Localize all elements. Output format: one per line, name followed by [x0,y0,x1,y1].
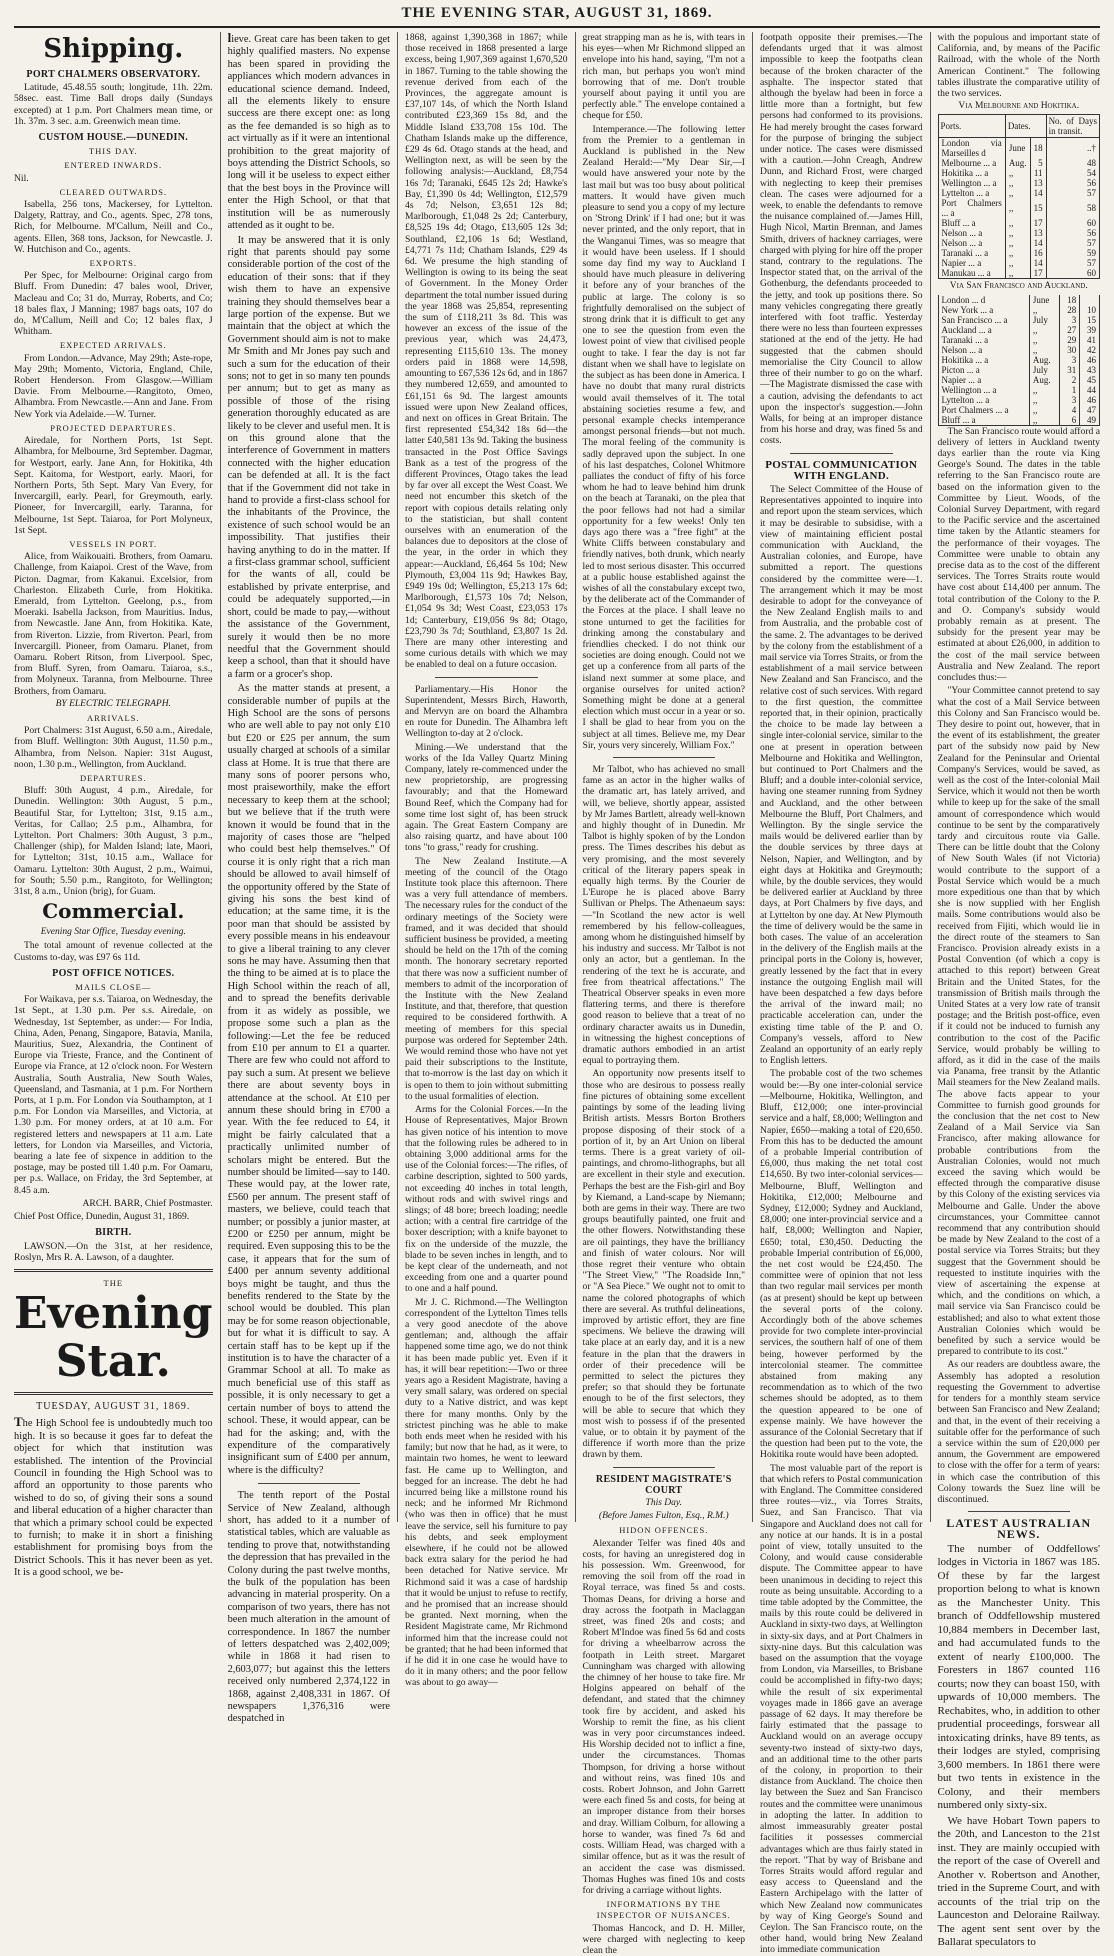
divider [258,1483,360,1484]
postal-heading: POSTAL COMMUNICATION WITH ENGLAND. [765,458,918,482]
divider [968,1511,1070,1512]
commercial-office: Evening Star Office, Tuesday evening. [40,927,186,938]
table-row [938,248,1099,258]
table-cell: 60 [1046,268,1099,279]
table-cell: Nelson ... a [938,228,1005,238]
post-text: For Waikava, per s.s. Taiaroa, on Wednesday, the 1st Sept., at 1.30 p.m. Per s.s. Airedale, on Wednesday, 1st September, as under:— For India, China, Aden, Penang, Singapore, Batavia, Manila, Mauritius, Suez, Alexandria, the Continent of Europe via Trieste, France, and the Continent of Europe via France, at 12 o'clock noon. For Western Australia, South Australia, New South Wales, Queensland, and Tasmania, at 1 p.m. For Northern Ports, at 1 p.m. For London via Southampton, at 1 p.m. For London via Marseilles, and Victoria, at 1.30 p.m. For money orders, at at 10 a.m. For registered letters and newspapers at 11 a.m. Late letters, for London via Marseilles, and Victoria, bearing a late fee of sixpence in addition to the postage, may be posted till 1.40 p.m. For Oamaru, per p.s. Wallace, on Friday, the 3rd September, at 8.45 a.m. [14,994,213,1196]
table-cell: Napier ... a [938,375,1029,385]
article-paragraph: footpath opposite their premises.—The defendants urged that it was almost impossible to keep the footpaths clean because of the broken character of the asphalte. The inspector stated that although the byelaw had been in force a little more than a fortnight, but few persons had conformed to its provisions. He had merely brought the cases forward for the purpose of bringing the subject under notice. The cases were dismissed with a caution.—John Creagh, Andrew Dunn, and Richard Frost, were charged with neglecting to keep their premises clean. The cases were adjourned for a week, to enable the defendants to remove the nuisance complained of.—James Hill, Hugh Nicol, Martin Brennan, and James Smith, drivers of hackney carriages, were charged with plying for hire off the proper stand, contrary to the regulations. The Inspector stated that, on the arrival of the Gothenburg, the defendants proceeded to the jetty, and took up positions there. So many vehicles congregating there greatly interfered with foot traffic. Yesterday there were no less than fourteen expresses stationed at the end of the jetty. He had suggested that the cabmen should memorialise the City Council to allow three of their number to go on the wharf.—The Magistrate dismissed the case with a caution, advising the defendants to act upon the inspector's suggestion.—John Walls, for being at an improper distance from his horse and dray, was fined 5s and costs. [760,32,923,447]
table-cell: Manukau ... a [938,268,1005,279]
article-paragraph: The most valuable part of the report is that which refers to Postal communication with England. The Committee considered three routes—viz., via Torres Straits, Suez, and San Francisco. That via Singapore and Auckland does not call for any notice at our hands. It is in a postal point of view, totally unsuited to the Colony, and would cause considerable dispute. The Committee appear to have been unanimous in deciding to reject this route as being unsuitable. According to a time table adopted by the Committee, the mails by this route could be delivered in Auckland in sixty-two days, at Wellington in sixty-six days, and at Port Chalmers in sixty-nine days. But this calculation was based on the assumption that the voyage from London, via Marseilles, to Brisbane could be accomplished in fifty-two days; while the result of six experimental voyages made in 1866 gave an average passage of 62 days. It may therefore be fairly estimated that the passage to Auckland would on an average occupy seventy-two instead of sixty-two days, and an additional time to the other parts of the colony, in proportion to their distance from Auckland. The choice then lay between the Suez and San Francisco routes and the committee were unanimous in adopting the latter. In addition to almost immeasurably greater postal facilities it possesses commercial advantages which are thus fairly stated in the report. "That by way of Brisbane and Torres Straits would afford regular and easy access to Queensland and the Eastern Archipelago with the latter of which New Zealand now communicates by way of King George's Sound and Ceylon. The San Francisco route, on the other hand, would bring New Zealand into immediate communication [760,1462,923,1956]
table-row [938,258,1099,268]
vessels-in-port-label: VESSELS IN PORT. [69,538,158,549]
table-cell: 30 [1060,345,1080,355]
table-row [938,305,1099,315]
table-cell: 57 [1046,238,1099,248]
table-cell: ,, [1005,218,1030,228]
table-cell: June [1005,138,1030,159]
table-cell: Aug. [1005,158,1030,168]
table-row [938,315,1099,325]
post-signature-place: Chief Post Office, Dunedin, August 31, 1869. [14,1211,190,1223]
table-row [938,345,1099,355]
table-row [938,415,1099,426]
table-row [938,325,1099,335]
page-masthead: THE EVENING STAR, AUGUST 31, 1869. [14,0,1100,28]
table-cell: July [1029,315,1060,325]
table-cell: 46 [1080,355,1100,365]
article-paragraph: The tenth report of the Postal Service of New Zealand, although short, has added to it a number of statistical tables, which are valuable as tending to prove that, notwithstanding the depression that has prevailed in the Colony during the past twelve months, the bulk of the population has been advancing in material prosperity. On a comparison of two years, there has not been much alteration in the amount of correspondence. In 1867 the number of letters despatched was 2,402,009; while in 1868 it had risen to 2,603,077; but against this the letters received only numbered 2,374,122 in 1868, against 2,408,331 in 1867. Of newspapers 1,376,316 were despatched in [227,1490,391,1725]
table-cell: 17 [1030,268,1046,279]
table2-title: Via San Francisco and Auckland. [949,281,1088,292]
table-cell: 14 [1030,188,1046,198]
table-cell: 47 [1080,405,1100,415]
table-cell: 28 [1060,305,1080,315]
table-row [938,168,1099,178]
telegraph-heading: BY ELECTRIC TELEGRAPH. [55,698,171,709]
entered-inwards-label: ENTERED INWARDS. [64,160,163,171]
birth-text: LAWSON.—On the 31st, at her residence, Roslyn, Mrs R. A. Lawson, of a daughter. [14,1240,213,1263]
vessels-text: Alice, from Waikouaiti. Brothers, from Oamaru. Challenge, from Kaiapoi. Crest of the Wave, from Picton. Dagmar, from Kakanui. Excelsior, from Charleston. Elizabeth Curle, from Hokitika. Emerald, from Lyttelton. Geelong, p.s., from Moeraki. Isabella Jackson, from Mauritius. Indus, from Newcastle. Jane Ann, from Hokitika. Kate, from Riverton. Lizzie, from Riverton. Pearl, from Invercargill. Pioneer, from Oamaru. Planet, from Oamaru. Robert Ritson, from Liverpool. Spec, from Bluff. Syren, from Oamaru. Taiaroa, s.s., from Molyneux. Taranna, from Melbourne. Three Brothers, from Oamaru. [14,551,213,697]
table-row [938,355,1099,365]
column-1 [14,32,220,1579]
evening-star-title: Evening Star. [14,1288,213,1388]
table-cell: 48 [1046,158,1099,168]
table-header: Dates. [1005,115,1046,138]
table-cell: Aug. [1029,375,1060,385]
arrivals-label: ARRIVALS. [87,712,140,723]
table-row [938,228,1099,238]
article-paragraph: The probable cost of the two schemes would be:—By one inter-colonial service—Melbourne, Hokitika, Wellington, and Bluff, £12,000; one inter-provincial service and a half, £8,000; Wellington and Napier, £650—making a total of £20,650. From this has to be deducted the amount of a probable Imperial contribution of £6,000, thus making the net total cost £14,650. By two inter-colonial services—Melbourne, Bluff, Wellington and Hokitika, £12,000; Melbourne and Sydney, £12,000; Sydney and Auckland, £8,000; one inter-provincial service and a half, £8,000; Wellington and Napier, £650; total, £30,450. Deducting the probable Imperial contribution of £6,000, the net cost would be £24,450. The committee were of opinion that not less than two regular mail services per month (as at present) should be kept up between the several ports of the colony. Accordingly both of the above schemes provide for two complete inter-provincial services, the southern half of one of them being, however performed by the intercolonial steamer. The committee abstained from making any recommendation as to which of the two schemes should be adopted, as to them the question appeared to be one of expense mainly. We have however the assurance of the Colonial Secretary that if the question had been put to the vote, the Hokitika route would have been adopted. [760,1068,923,1461]
article-paragraph: "Your Committee cannot pretend to say what the cost of a Mail Service between this Colony and San Francisco would be. They desire to point out, however, that in the event of its establishment, the greater part of the subsidy now paid by New Zealand for the Peninsular and Oriental Company's Services, would be saved, as well as the cost of the Inter-colonial Mail Service, which it would not then be worth while to keep up for the sake of the small amount of correspondence which would continue to be sent by the comparatively tardy and circuitous route via Galle. There can be little doubt that the Colony of New South Wales (if not Victoria) would contribute to the support of a Postal Service which would be a much more expeditious one than that by which she is now supplied with her English mails. Some contributions would also be received from Fijiti, which would lie in the direct route of the steamers to San Francisco. Provision already exists in a Postal Convention (of which a copy is attached to this report) between Great Britain and the United States, for the transmission of British mails through the United States at a very low rate of transit postage; and the British post-office, even if it could not be induced to furnish any contribution to the cost of the Pacific Service, would probably be willing to afford, as it did in the case of the mails via Panama, free transit by the Atlantic Mail steamers for the New Zealand mails. The above facts appear to your Committee to furnish good grounds for the conclusion that the net cost to New Zealand of a Mail Service via San Francisco, after making allowance for probable contributions from the Australian Colonies, would not much exceed the saving which would be effected through the comparative disuse by this Colony of the existing services via Melbourne and Galle. Under the above circumstances, your Committee cannot recommend that any contribution should be made by New Zealand to the cost of a postal service via Torres Straits; but they suggest that the Government should be requested to institute inquiries with the view of ascertaining the expense at which, and the conditions on which, a mail service via San Francisco could be established; and also to what extent those Australian Colonies which would be benefited by such a service would be prepared to contribute to its cost." [937,685,1100,1358]
article-paragraph: great strapping man as he is, with tears in his eyes—when Mr Richmond slipped an envelope into his hand, saying, "I'm not a rich man, but perhaps you won't mind borrowing that of me. Don't trouble yourself about paying it until you are perfectly able." The envelope contained a cheque for £50. [582,32,746,122]
table-cell: 57 [1046,258,1099,268]
table-cell: Bluff ... a [938,415,1029,426]
birth-heading: BIRTH. [95,1227,132,1239]
article-paragraph: Mining.—We understand that the works of the Ida Valley Quartz Mining Company, lately re-commenced under the new proprietorship, are progressing favourably; and that the Homeward Bound Reef, which the Company had for some time lost sight of, has been struck again. The Great Eastern Company are also raising quartz, and have about 100 tons "to grass," ready for crushing. [405,741,568,854]
columns [14,30,1100,1956]
article-paragraph: Intemperance.—The following letter from the Premier to a gentleman in Auckland is published in the New Zealand Herald:—"My Dear Sir,—I would have answered your note by the last mail but was too busy about political matters. It would have given much pleasure to send you a copy of my lecture on 'Strong Drink' if I had one; but it was never printed, and the only report, that in the Wanganui Times, was so meagre that it would have been useless. If I should some day find my way to Auckland I should have much pleasure in delivering it before any of your branches of the public at large. The colony is so frightfully demoralised on the subject of strong drink that it is difficult to get any one to see the question from even the lowest point of view that civilised people ought to take. I fear the day is not far distant when we shall have to legislate on the subject as has been done in America. I have no doubt that many rural districts would avail themselves of it. The total abstaining societies resume a few, and personal example checks intemperance amongst personal friends—but not much. The moral feeling of the community is sadly depraved upon the subject. In one of his last despatches, Colonel Whitmore palliates the conduct of fifty of his force whom he had to leave behind him drunk on the beach at Taranaki, on the plea that the poor fellows had not had a similar opportunity for a few weeks! Only ten days ago there was a "free fight" at the White Cliffs between constabulary and friendly natives, both drunk, which nearly led to most serious disaster. This occurred at a public house established against the wishes of all the constabulary except two, by the deliberate act of the Commander of the Forces at the place. I shall leave no stone unturned to get the facilities for drinking among the constabulary and friendlies checked. I do not think our societies are doing enough. Could not we get up a conference from all parts of the island next summer at some place, and organise ourselves for united action? Something might be done at a general election which must occur in a year or so. I shall be glad to hear from you on the subject at all times. Believe me, my Dear Sir, yours very sincerely, William Fox." [582,123,746,751]
table-cell: 3 [1060,315,1080,325]
table-cell: 3 [1060,395,1080,405]
table-cell: Lyttelton ... a [938,188,1005,198]
table-cell: 44 [1080,385,1100,395]
informations-heading: INFORMATIONS BY THE INSPECTOR OF NUISANCES. [596,1899,731,1921]
table-cell: Nelson ... a [938,238,1005,248]
table-cell: 11 [1030,168,1046,178]
table-header: Ports. [938,115,1005,138]
table-cell: ,, [1005,228,1030,238]
article-paragraph: with the populous and important state of California, and, by means of the Pacific Railroad, with the whole of the North American Continent." The following tables illustrate the comparative utility of the two services. [937,32,1100,100]
table-cell: ..† [1046,138,1099,159]
table-cell: Aug. [1029,355,1060,365]
table-row [938,365,1099,375]
article-paragraph: The San Francisco route would afford a delivery of letters in Auckland twenty days earlier than the route via King George's Sound. The dates in the table referring to the San Francisco route are based on the information given to the Committee by Lieut. Woods, of the Colonial Survey Department, with regard to the Pacific service and the ascertained time taken by the Atlantic steamers for the performance of their voyages. The Committee were unable to obtain any precise data as to the cost of the different services. The Torres Straits route would have cost about £14,400 per annum. The total contribution of the Colony to the P. and O. Company's subsidy would probably remain as at present. The subsidy for the present year may be estimated at about £26,000, in addition to the cost of the mail service between Australia and New Zealand. The report concludes thus:— [937,425,1100,684]
table-cell: June [1029,295,1060,305]
table-cell: 42 [1080,345,1100,355]
divider [14,1392,213,1395]
table-row [938,268,1099,279]
expected-arrivals-label: EXPECTED ARRIVALS. [59,340,167,351]
table-cell: ,, [1005,258,1030,268]
article-paragraph: We have Hobart Town papers to the 20th, and Lanceston to the 21st inst. They are mainly occupied with the report of the case of Overell and Another v. Robertson and Another, tried in the Supreme Court, and with accounts of the trial trip on the Launceston and Deloraine Railway. The agent sent sent over by the Ballarat speculators to [937,1814,1100,1949]
table-cell: 13 [1030,228,1046,238]
table-cell: ,, [1005,198,1030,218]
table-cell: 57 [1046,188,1099,198]
table-row [938,158,1099,168]
table-cell: 56 [1046,178,1099,188]
article-paragraph: 1868, against 1,390,368 in 1867; while those received in 1868 presented a large excess, being 1,907,369 against 1,670,520 in 1867. Turning to the table showing the revenue derived from each of the Provinces, the aggregate amount is £37,107 14s, of which the North Island contributed £23,369 15s 8d, and the Middle Island £33,708 15s 10d. The Chatham Islands make up the difference, £29 4s 6d. Otago stands at the head, and Wellington next, as will be seen by the following analysis:—Auckland, £8,754 16s 7d; Taranaki, £645 12s 2d; Hawke's Bay, £1,390 0s 4d; Wellington, £12,579 4s 7d; Nelson, £3,651 12s 8d; Marlborough, £1,048 2s 2d; Canterbury, £8,525 19s 4d; Otago, £13,605 12s 3d; Southland, £2,106 1s 6d; Westland, £4,771 7s 11d; Chatham Islands, £29 4s 6d. We presume the high standing of Wellington is owing to its being the seat of Government. In the Money Order department the total number issued during the year 1868 was 25,854, representing the sum of £118,211 3s 8d. This was however an excess of the issue of the previous year, which was 24,473, representing £115,610 13s. The money orders paid in 1868 were 14,598, amounting to £67,536 12s 6d, and in 1867 they numbered 12,659, and amounted to £61,151 6s 9d. The largest amounts issued were upon New Zealand offices, and next on offices in Great Britain. The first represented £54,342 18s 6d—the latter £40,581 13s 9d. Taking the business transacted in the Post Office Savings Bank as a test of the progress of the different Provinces, Otago takes the lead by far over all except the West Coast. We need not encumber this sketch of the report with copious details relating only to the statistician, but shall content ourselves with an enumeration of the balances due to depositors at the close of the year, in the order in which they appear:—Auckland, £6,464 5s 10d; New Plymouth, £3,004 11s 9d; Hawkes Bay, £949 19s 0d; Wellington, £5,213 17s 6d; Marlborough, £1,573 10s 7d; Nelson, £1,054 9s 3d; West Coast, £23,053 17s 1d; Canterbury, £19,056 9s 8d; Otago, £23,790 3s 7d; Southland, £3,807 1s 2d. There are many other interesting and some curious details with which we may be enabled to deal on a future occasion. [405,32,568,671]
table-cell: ,, [1005,248,1030,258]
table-cell: 41 [1080,335,1100,345]
table-row [938,218,1099,228]
projected-text: Airedale, for Northern Ports, 1st Sept. Alhambra, for Melbourne, 3rd September. Dagmar, for Westport, early. Jane Ann, for Hokitika, 4th Sept. Kaitoma, for Westport, early. Maori, for Northern Ports, 5th Sept. Mary Van Every, for Invercargill, early. Pearl, for Greymouth, early. Pioneer, for Invercargill, early. Taranna, for Melbourne, 1st Sept. Taiaroa, for Port Molyneux, 1st Sept. [14,435,213,536]
table-cell: 49 [1080,415,1100,426]
departures-label: DEPARTURES. [79,772,147,783]
table-cell: Port Chalmers ... a [938,198,1005,218]
table-cell: ,, [1029,415,1060,426]
divider [613,757,715,758]
cleared-text: Isabella, 256 tons, Mackersey, for Lyttelton. Dalgety, Rattray, and Co., agents. Spec, 278 tons, Rich, for Melbourne. M'Callum, Neill and Co., agents. Ellen, 368 tons, Jackson, for Newcastle. J. W. Hutchison and Co., agents. [14,199,213,255]
table-cell: 1 [1060,385,1080,395]
table-cell: Auckland ... a [938,325,1029,335]
divider [790,453,892,454]
table-cell: London via Marseilles d [938,138,1005,159]
table-cell: 5 [1030,158,1046,168]
table-cell: 59 [1046,248,1099,258]
table-cell: 14 [1030,258,1046,268]
latest-news-heading: LATEST AUSTRALIAN NEWS. [946,1516,1092,1542]
article-paragraph: The Select Committee of the House of Representatives appointed to inquire into and report upon the steam services, which it may be desirable to subsidise, with a view of maintaining efficient postal communication with Auckland, the Australian colonies, and Europe, have submitted a report. The questions considered by the committee were—1. The arrangement which it may be most desirable to adopt for the conveyance of the New Zealand English mails to and from Australia, and the probable cost of the same. 2. The advantages to be derived by the colony from the establishment of a mail service via Torres Straits, or from the establishment of a mail service between New Zealand and San Francisco, and the relative cost of such services. With regard to the first question, the committee reported that, in their opinion, practically the choice to be made lay between a single inter-colonial service, similar to the one at present in operation between Melbourne and Hokitika and Wellington, but continued to Port Chalmers and the Bluff; and a double inter-colonial service, having one steamer running from Sydney and Auckland, and the other between Melbourne the Bluff, Port Chalmers, and Wellington. By the single service the mails would be delivered earlier than by the double services by three days at Nelson, Napier, and Wellington, and by eight days at Hokitika and Greymouth; while, by the double services, they would be delivered earlier at Auckland by three days, at Port Chalmers by five days, and at Lyttelton by one day. At New Plymouth the time of delivery would be the same in both cases. The value of an acceleration in the delivery of the English mails at the principal ports in the Colony is, however, greatly lessened by the fact that in every instance the outgoing English mail will have been despatched a few days before the arrival of the inward mail; no practicable acceleration can, under the existing time table of the P. and O. Company's vessels, afford to New Zealand an opportunity of an early reply to English letters. [760,483,923,1067]
divider [613,1467,715,1468]
table-cell: London ... d [938,295,1029,305]
table-cell: Port Chalmers ... a [938,405,1029,415]
the-label: THE [103,1277,124,1288]
table-cell: ,, [1029,395,1060,405]
table-row [938,405,1099,415]
table-row [938,178,1099,188]
table-cell: 3 [1060,355,1080,365]
table-row [938,188,1099,198]
divider [435,677,537,678]
table-cell: 15 [1030,198,1046,218]
table-cell: 27 [1060,325,1080,335]
table-cell: 10 [1080,305,1100,315]
article-paragraph: As the matter stands at present, a considerable number of pupils at the High School are the sons of persons who are well able to pay not only £10 but £20 or £25 per annum, the sum usually charged at schools of a similar class at Home. It is true that there are many sons of poorer persons who, most praiseworthily, make the effort necessary to keep them at the school; but we believe that if the truth were known it would be found that in the majority of cases those are "helped who could best help themselves." Of course it is only right that a rich man should be allowed to avail himself of the opportunity offered by the State of giving his sons the best kind of education; at the same time, it is the poor man that should be assisted by every possible means in his endeavour to give a liberal training to any clever sons he may have. Assuming then that the thing to be aimed at is to place the High School within the reach of all, and to spread the benefits derivable from it as widely as possible, we propose some such a plan as the following:—Let the fee be reduced from £10 per annum to £1 a quarter. There are few who could not afford to pay such a sum. At present we believe there are about seventy boys in attendance at the school. At £10 per annum these should bring in £700 a year. With the fee reduced to £4, it might be fairly calculated that a practically unlimited number of scholars might be entered. But the number should be limited—say to 140. These would pay, at the lower rate, £560 per annum. The present staff of masters, we believe, could teach that number; or possibly a junior master, at £200 or £250 per annum, might be required. Even supposing this to be the case, it appears that for the sum of £400 per annum seventy additional boys might be taught, and thus the benefits rendered to the State by the school would be doubled. This plan may be for some reason objectionable, but for what it is difficult to say. A certain staff has to be kept up if the institution is to have the character of a Grammar School at all. To make as much beneficial use of this staff as possible, it is only necessary to get a certain number of boys to attend the school. These, it would appear, can be had for the asking; and, with the expenditure of the comparatively insignificant sum of £400 per annum, where is the difficulty? [227,683,391,1476]
leader-text: The High School fee is undoubtedly much too high. It is so because it goes far to defeat the object for which that institution was established. The intention of the Provincial Council in founding the High School was to afford an opportunity to those parents who wished to do so, of giving their sons a sound and liberal education of a higher character than that which a primary school could be expected to furnish; to make it in short a finishing establishment for promising boys from the District Schools. This it has never been as yet. It is a good school, we be- [14,1414,213,1579]
table-row [938,238,1099,248]
table-cell: Taranaki ... a [938,335,1029,345]
article-paragraph: Parliamentary.—His Honor the Superintendent, Messrs Birch, Haworth, and Mervyn are on board the Alhambra en route for Dunedin. The Alhambra left Wellington to-day at 2 o'clock. [405,683,568,740]
table-cell: 46 [1080,395,1100,405]
court-heading: RESIDENT MAGISTRATE'S COURT [595,1473,732,1496]
table-cell: 18 [1060,295,1080,305]
table-cell: Melbourne ... a [938,158,1005,168]
arrivals-text: Port Chalmers: 31st August, 6.50 a.m., Airedale, from Bluff. Wellington: 30th August, 11.50 p.m., Alhambra, from Nelson. Napier: 31st August, noon, 1.30 p.m., Wellington, from Auckland. [14,725,213,770]
table-cell: 54 [1046,168,1099,178]
table-cell: 14 [1030,238,1046,248]
table-cell: 16 [1030,248,1046,258]
article-paragraph: Mr J. C. Richmond.—The Wellington correspondent of the Lyttelton Times tells a very good anecdote of the above gentleman; and, although the affair happened some time ago, we do not think it has been made public yet. Even if it has, it will bear repetition:—Two or three years ago a Resident Magistrate, having a very small salary, was ordered on special duty to a Native district, and was kept there for many months. Only by the strictest pinching was he able to make both ends meet when he resided with his family; but now that he had, as it were, to maintain two homes, he went to leeward fast. He came up to Wellington, and begged for an increase. The debt he had incurred being like a millstone round his neck; and he informed Mr Richmond (who was then in office) that he must leave the service, sell his furniture to pay his debts, and seek employment elsewhere, if he could not be allowed back extra salary for the period he had been detached for Native service. Mr Richmond said it was a case of hardship that it would be unjust to refuse to rectify, and he promised that an increase should be granted. Next morning, when the Resident Magistrate came, Mr Richmond informed him that the increase could not be granted; that he had been informed that if he did it in one case he would have to do it in many others; and the poor fellow was about to go away— [405,1296,568,1689]
leader-dateline: TUESDAY, AUGUST 31, 1869. [36,1401,191,1413]
leader-article [14,1416,213,1579]
post-office-heading: POST OFFICE NOTICES. [52,967,175,979]
commercial-heading: Commercial. [42,899,185,924]
table-cell: ,, [1005,168,1030,178]
this-day-label: THIS DAY. [88,146,138,157]
table-cell [1080,295,1100,305]
table-cell: ,, [1029,345,1060,355]
column-2 [220,30,397,1725]
table-cell: 13 [1030,178,1046,188]
table-cell: 17 [1030,218,1046,228]
column-4 [575,32,752,1956]
observatory-text: Latitude, 45.48.55 south; longitude, 11h. 22m. 58sec. east. Time Ball drops daily (Sundays excepted) at 1 p.m. Port Chalmers mean time, or 1h. 37m. 3 sec. a.m. Greenwich mean time. [14,82,213,127]
table-cell: 31 [1060,365,1080,375]
expected-text: From London.—Advance, May 29th; Aste-rope, May 29th; Momento, Victoria, England, Chile, Robert Henderson. From Glasgow.—William Davie. From Melbourne.—Rangitoto, Omeo, Alhambra. From Newcastle.—Ann and Jane. From New York via Adelaide.—W. Turner. [14,352,213,420]
table-cell: ,, [1029,325,1060,335]
departures-text: Bluff: 30th August, 4 p.m., Airedale, for Dunedin. Wellington: 30th August, 5 p.m., Beautiful Star, for Lyttelton; 31st, 9.15 a.m., Veritas, for Callao; 2.5 p.m., Alhambra, for Lyttelton. Port Chalmers: 30th August, 3 p.m., Challenger (ship), for Malden Island; late, Maori, for Lyttelton; 31st, 10.15 a.m., Wallace for Oamaru. Lyttelton: 30th August, 2 p.m., Waimui, for South; 5.50 p.m., Rangitoto, for Wellington; 31st, 8 a.m., Union (brig), for Guam. [14,785,213,898]
table-row [938,385,1099,395]
table-row [938,295,1099,305]
table-cell: 29 [1060,335,1080,345]
article-paragraph: The New Zealand Institute.—A meeting of the council of the Otago Institute took place this afternoon. There was a very full attendance of members. The necessary rules for the conduct of the ordinary meetings of the Society were framed, and it was decided that should sufficient business be provided, a meeting should be held on the 17th of the coming month. The honorary secretary reported that there was now a sufficient number of members to admit of the incorporation of the Institute with the New Zealand Institute, and that, therefore, that question required to be considered forthwith. A meeting of members for this special purpose was ordered for September 24th. We would remind those who have not yet paid their subscriptions to the Institute, that to-morrow is the last day on which it is open to them to join without submitting to the usual formalities of election. [405,855,568,1102]
table-cell: Napier ... a [938,258,1005,268]
table-cell: 58 [1046,198,1099,218]
table-cell: ,, [1029,305,1060,315]
table-cell: 45 [1080,375,1100,385]
exports-text: Per Spec, for Melbourne: Original cargo from Bluff. From Dunedin: 47 bales wool, Driver, Macleau and Co; 31 do, Murray, Roberts, and Co; 18 bales flax, J Manning; 1987 bags oats, 107 do do, M'Callum, Neill and Co; 12 bales flax, J Whitham. [14,270,213,338]
table-cell: July [1029,365,1060,375]
table-cell: 39 [1080,325,1100,335]
table-cell: ,, [1005,238,1030,248]
table-row [938,335,1099,345]
table-cell: 6 [1060,415,1080,426]
table1-title: Via Melbourne and Hokitika. [958,101,1080,112]
table-cell: ,, [1005,188,1030,198]
nil-text: Nil. [14,172,29,184]
commercial-text: The total amount of revenue collected at the Customs to-day, was £97 6s 11d. [14,940,213,963]
table-cell: San Francisco ... a [938,315,1029,325]
table-header: No. of Days in transit. [1046,115,1099,138]
mails-close-label: MAILS CLOSE— [75,982,152,993]
observatory-heading: PORT CHALMERS OBSERVATORY. [26,69,201,80]
table-cell: Nelson ... a [938,345,1029,355]
table-cell: Bluff ... a [938,218,1005,228]
table-cell: ,, [1005,268,1030,279]
projected-departures-label: PROJECTED DEPARTURES. [50,422,177,433]
cleared-outwards-label: CLEARED OUTWARDS. [59,186,168,197]
table-cell: Lyttelton ... a [938,395,1029,405]
court-text: Alexander Telfer was fined 40s and costs, for having an unregistered dog in his possession. Wm. Greenwood, for removing the soil from off the road in Royal terrace, was fined 5s and costs. Thomas Deans, for driving a horse and dray across the footpath in Maclaggan street, was fined 20s and costs; and Robert M'Indoe was fined 5s 6d and costs for driving a wheelbarrow across the footpath in Leith street. Margaret Cunningham was charged with allowing the chimney of her house to take fire. Mr Holgins appeared on behalf of the defendant, and stated that the chimney took fire by accident, and asked his Worship to remit the fine, as his client was in very poor circumstances indeed. His Worship decided not to inflict a fine, under the circumstances. Thomas Thompson, for driving a horse without and without reins, was fined 10s and costs. Robert Johnson, and John Garrett were each fined 5s and costs, for being at an improper distance from their horses and dray. William Colburn, for allowing a horse to wander, was fined 7s 6d and costs. William Head, was charged with a similar offence, but as it was the result of an accident the case was dismissed. Thomas Hughes was fined 10s and costs for driving a carriage without lights. [582,1537,746,1896]
table-cell: Hokitika ... a [938,168,1005,178]
informations-text: Thomas Hancock, and D. H. Miller, were charged with neglecting to keep clean the [582,1922,746,1956]
court-before: (Before James Fulton, Esq., R.M.) [598,1511,729,1522]
table-cell: 56 [1046,228,1099,238]
table-cell: 2 [1060,375,1080,385]
table-row [938,198,1099,218]
table-cell: Taranaki ... a [938,248,1005,258]
table-row [938,395,1099,405]
table-cell: Wellington ... a [938,178,1005,188]
table-cell: 4 [1060,405,1080,415]
column-5 [752,32,929,1956]
table-cell: ,, [1029,405,1060,415]
article-paragraph: Mr Talbot, who has achieved no small fame as an actor in the higher walks of the dramatic art, has lately arrived, and will, we believe, shortly appear, assisted by Mr James Bartlett, already well-known and highly thought of in Dunedin. Mr Talbot is highly spoken of by the London press. The Times describes his debut as very promising, and the most severely critical of the literary papers speak in equally high terms. By the Courier de L'Europe he is placed above Barry Sullivan or Phelps. The Athenaeum says:—"In Scotland the new actor is well remembered by his fellow-colleagues, among whom he distinguished himself by his industry and success. Mr Talbot is not only an actor, but a gentleman. In the rendering of the text he is accurate, and free from theatrical affectations." The Theatrical Observer speaks in even more flattering terms, and there is therefore good reason to believe that a treat of no ordinary character awaits us in Dunedin, in witnessing the highest conceptions of dramatic authors embodied in an artist equal to portraying them. [582,764,746,1067]
article-paragraph: It may be answered that it is only right that parents should pay some considerable portion of the cost of the education of their sons: that if they wish them to have an expensive training they should themselves bear a large portion of the expense. But we maintain that the object at which the Government should aim is not to make Mr Smith and Mr Jones pay such and such a sum for the education of their sons; not to get in so many ten pounds per annum; but to get as many as possible of those of the rising generation thoroughly educated as are likely to be clever and useful men. It is on this ground alone that the interference of Government in matters connected with the higher education can be defended at all. It is the fact that if the Government did not take in hand to provide a first-class school for the inhabitants of the Province, the existence of such school would be an impossibility. That justifies their having anything to do in the matter. If a first-class grammar school, sufficient for the wants of all, could be established by private enterprise, and could be adequately supported,—in short, could be made to pay,—without the assistance of the Government, surely it would then be no more needful that the Government should keep a school, than that it should have a farm or a grocer's shop. [227,234,391,680]
table-cell: ,, [1029,385,1060,395]
schedule-table-melbourne [938,114,1100,279]
table-cell: ,, [1005,178,1030,188]
table-row [938,375,1099,385]
article-paragraph: Arms for the Colonial Forces.—In the House of Representatives, Major Brown has given notice of his intention to move that the following rules be adhered to in obtaining 3,000 additional arms for the use of the Colonial forces:—The rifles, of carbine description, sighted to 500 yards, not exceeding 40 inches in total length, without rods and with swivel rings and slings; of 48 bore; breech loading; needle action; with a central fire cartridge of the boxer description; with a knife bayonet to fix on the underside of the muzzle, the blade to be seven inches in length, and to be kept clear of the underneath, and not exceeding from one and a quarter pound to one and a half pound. [405,1104,568,1295]
schedule-table-san-francisco [938,295,1100,426]
column-6 [930,32,1100,1949]
article-paragraph: An opportunity now presents itself to those who are desirous to possess really fine pictures of obtaining some excellent paintings by some of the leading living British artists. Messrs Borton Brothers propose disposing of their stock of a portion of it, by an Art Union on liberal terms. There is a great variety of oil-paintings, and chromo-lithographs, but all are excellent in their style and execution. Perhaps the best are the Fish-girl and Boy by Kiemand, a Land-scape by Niemann; both are gems in their way. There are two groups beautifully painted, one fruit and the other flowers. Notwithstanding these are oil paintings, they have the brilliancy and finish of water colours. Nor will those regret their venture who obtain "The Street View," "The Roadside Inn," or "A Sea Piece." We ought not to omit to name the colored photographs of which there are several. As truthful delineations, improved by artistic effort, they are fine specimens. We believe the drawing will take place at an early day, and it is a new feature in the plan that the drawers in order of their precedence will be permitted to select the pictures they prefer; so that should they be fortunate enough to be of the first selectors, they will be able to secure that which they most wish to possess if of the presented value, or to obtain it by payment of the difference if worth more than the prize drawn by them. [582,1068,746,1461]
article-paragraph: The number of Oddfellows' lodges in Victoria in 1867 was 185. Of these by far the largest proportion belong to what is known as the Manchester Unity. This branch of Oddfellowship mustered 10,884 members in December last, and had accumulated funds to the extent of nearly £100,000. The Foresters in 1867 counted 116 courts; now they can boast 150, with upwards of 10,000 members. The Rechabites, who, in addition to other prudential proceedings, forswear all intoxicating drinks, have 89 tents, as their lodges are styled, comprising 3,600 members. In 1861 there were but two tents in existence in the Colony, and their members numbered only sixty-six. [937,1542,1100,1812]
table-row [938,138,1099,159]
court-day: This Day. [645,1498,682,1508]
table-cell: 18 [1030,138,1046,159]
exports-label: EXPORTS. [89,258,137,269]
court-subheading: HIDON OFFENCES. [619,1525,709,1536]
table-cell: 43 [1080,365,1100,375]
shipping-heading: Shipping. [43,34,184,64]
article-paragraph: As our readers are doubtless aware, the Assembly has adopted a resolution requesting the Government to advertise for tenders for a monthly steam service between San Francisco and New Zealand; and that, in the event of their receiving a suitable offer for the performance of such a service within the sum of £20,000 per annum, the Government are empowered to close with the offer for a term of years: in which case the contribution of this Colony towards the Suez line will be discontinued. [937,1359,1100,1505]
custom-house-heading: CUSTOM HOUSE.—DUNEDIN. [38,132,189,144]
post-signature: ARCH. BARR, Chief Postmaster. [82,1197,213,1209]
table-cell: Hokitika ... a [938,355,1029,365]
table-cell: 60 [1046,218,1099,228]
table-cell: New York ... a [938,305,1029,315]
divider [14,1269,213,1272]
column-3 [397,32,574,1689]
article-paragraph: lieve. Great care has been taken to get highly qualified masters. No expense has been spared in providing the appliances which modern advances in educational science demand. Indeed, all the elements likely to ensure success are there except one: as long as the fee demanded is so high as to act virtually as if it were an intentional prohibition to the great majority of boys attending the District Schools, so long will it be useless to expect either that the best boys in the Province will enter the High School, or that that institution will be as numerously attended as it ought to be. [227,30,391,232]
table-cell: 15 [1080,315,1100,325]
table-cell: ,, [1029,335,1060,345]
table-cell: Wellington ... a [938,385,1029,395]
table-cell: Picton ... a [938,365,1029,375]
